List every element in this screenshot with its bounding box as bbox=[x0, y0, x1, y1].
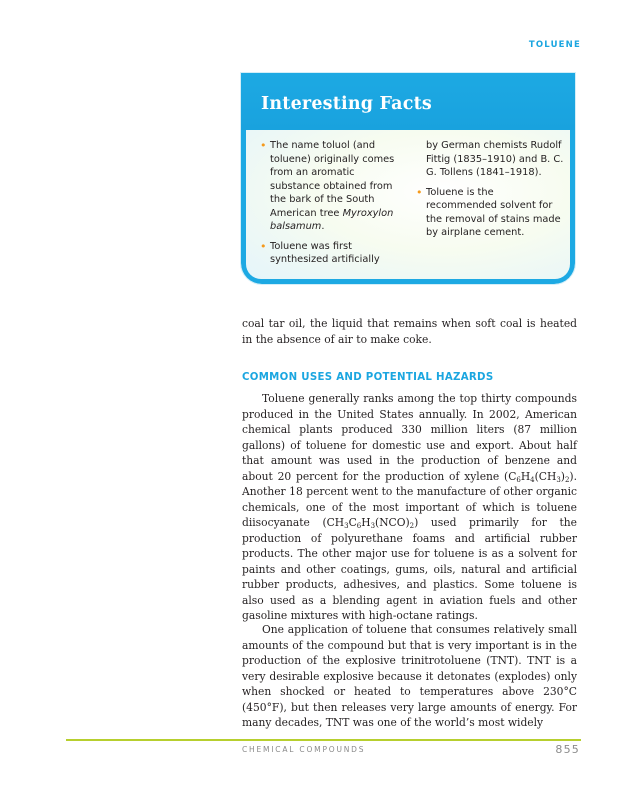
fact-item-continued bbox=[416, 139, 566, 180]
section-heading: COMMON USES AND POTENTIAL HAZARDS bbox=[242, 372, 494, 383]
footer-rule bbox=[66, 739, 581, 741]
fact-text: by German chemists Rudolf Fittig (1835–1910) and B. C. G. Tollens (1841–1918). bbox=[426, 140, 564, 178]
bullet-icon: • bbox=[260, 139, 267, 152]
sidebar-column-right bbox=[416, 139, 566, 246]
fact-item bbox=[260, 240, 400, 267]
bullet-icon: • bbox=[416, 185, 423, 199]
fact-species-name: Myroxylon balsamum bbox=[270, 207, 394, 232]
fact-text: The name toluol (and toluene) originally comes from an aromatic substance obtained from the bark of the South American tree bbox=[270, 140, 395, 219]
sidebar-header bbox=[241, 73, 575, 130]
fact-item bbox=[416, 186, 566, 240]
page-number: 855 bbox=[555, 743, 580, 756]
fact-item bbox=[260, 139, 400, 234]
interesting-facts-sidebar bbox=[240, 72, 576, 285]
bullet-icon: • bbox=[260, 239, 267, 253]
footer-book-title: CHEMICAL COMPOUNDS bbox=[242, 745, 366, 754]
sidebar-title: Interesting Facts bbox=[261, 94, 432, 114]
running-head: TOLUENE bbox=[528, 40, 581, 50]
paragraph-tnt: One application of toluene that consumes relatively small amounts of the compound but that is very important is in the production of the explosive trinitrotoluene (TNT). TNT is a very desirable explosive because it detonates (explodes) only when shocked or heated to temperatures above 230°C (450°F), but then releases very large amounts of energy. For many decades, TNT was one of the world’s most widely bbox=[242, 623, 577, 729]
fact-text: Toluene was first synthesized artificially bbox=[270, 240, 380, 265]
paragraph-uses: Toluene generally ranks among the top thirty compounds produced in the United States annually. In 2002, American chemical plants produced 330 million liters (87 million gallons) of toluene for domestic use and export. About half that amount was used in the production of benzene and about 20 percent for the production of xylene $(C_6H_4(CH_3)_2)$. Another 18 percent went to the manufacture of other organic chemicals, one of the most important of which is toluene diisocyanate $(CH_3C_6H_3(NCO)_2)$ used primarily for the production of polyurethane foams and artificial rubber products. The other major use for toluene is as a solvent for paints and other coatings, gums, oils, natural and artificial rubber products, adhesives, and plastics. Some toluene is also used as a blending agent in aviation fuels and other gasoline mixtures with high-octane ratings. bbox=[242, 392, 577, 622]
sidebar-column-left bbox=[260, 139, 400, 273]
fact-text-end: . bbox=[321, 221, 325, 232]
fact-text: Toluene is the recommended solvent for the removal of stains made by airplane cement. bbox=[426, 186, 561, 238]
paragraph-coal-tar: coal tar oil, the liquid that remains when soft coal is heated in the absence of air to make coke. bbox=[242, 317, 577, 346]
